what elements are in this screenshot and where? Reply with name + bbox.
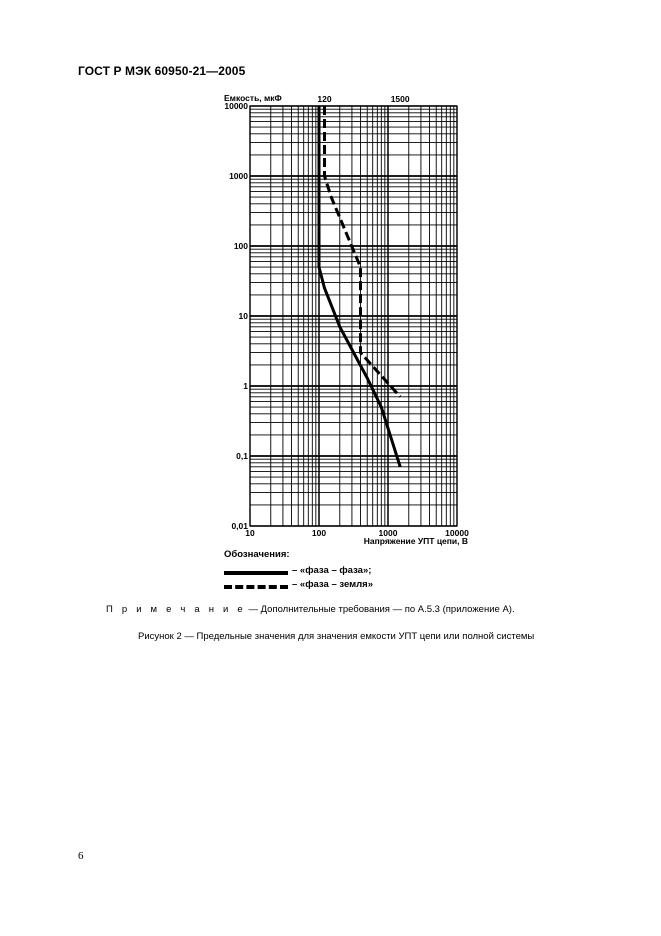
y-tick-label: 1 xyxy=(243,381,248,391)
legend-solid-line xyxy=(224,571,288,575)
legend-dashed-line xyxy=(224,585,288,589)
note xyxy=(106,604,515,615)
legend-title: Обозначения: xyxy=(224,549,290,560)
legend-label: – «фаза – земля» xyxy=(292,579,374,590)
figure-caption: Рисунок 2 — Предельные значения для значения емкости УПТ цепи или полной системы xyxy=(138,631,535,642)
x-tick-label: 10000 xyxy=(445,528,469,538)
y-tick-label: 1000 xyxy=(229,171,248,181)
top-annotation-label: 120 xyxy=(317,94,332,104)
legend-label: – «фаза – фаза»; xyxy=(292,565,372,576)
y-tick-label: 100 xyxy=(233,241,248,251)
page-number: 6 xyxy=(78,850,84,862)
document-header: ГОСТ Р МЭК 60950-21—2005 xyxy=(78,64,246,78)
x-tick-label: 100 xyxy=(311,528,327,538)
y-tick-label: 10 xyxy=(238,311,248,321)
x-axis-label: Напряжение УПТ цепи, В xyxy=(363,536,468,546)
y-tick-label: 10000 xyxy=(224,101,248,111)
top-annotation-label: 1500 xyxy=(390,94,410,104)
y-axis-label: Емкость, мкФ xyxy=(224,93,282,103)
y-tick-label: 0,01 xyxy=(231,521,248,531)
chart-grid xyxy=(250,106,457,526)
series-line-phase-ground xyxy=(325,106,401,397)
y-tick-label: 0,1 xyxy=(236,451,248,461)
top-annotations xyxy=(317,94,410,104)
x-tick-label: 10 xyxy=(245,528,255,538)
y-tick-labels xyxy=(224,101,248,531)
x-tick-label: 1000 xyxy=(378,528,398,538)
note-prefix: П р и м е ч а н и е xyxy=(106,604,246,615)
note-text: — Дополнительные требования — по А.5.3 (приложение А). xyxy=(245,604,515,615)
